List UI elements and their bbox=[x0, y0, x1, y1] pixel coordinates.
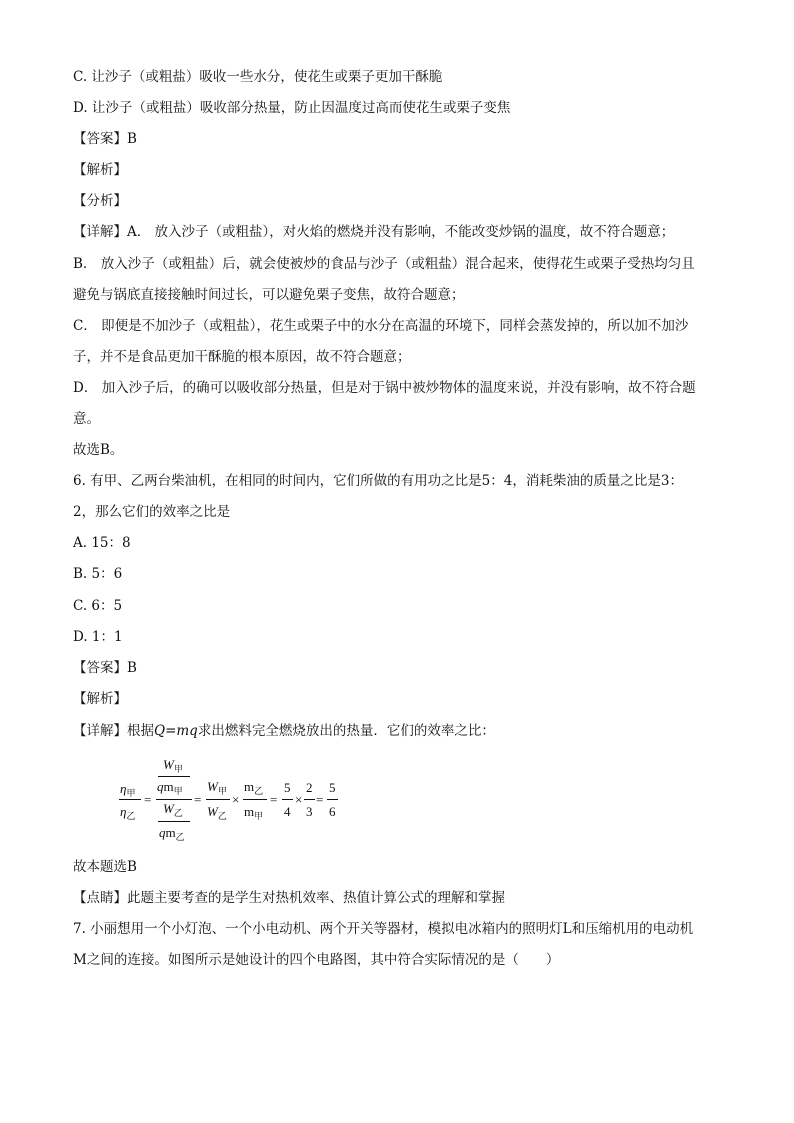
choice-a: A. 15：8 bbox=[73, 535, 131, 551]
comment: 【点睛】此题主要考查的是学生对热机效率、热值计算公式的理解和掌握 bbox=[73, 890, 505, 906]
answer-label: 【答案】B bbox=[73, 131, 137, 147]
detail-b-2: 避免与锅底直接接触时间过长，可以避免栗子变焦，故符合题意； bbox=[73, 287, 465, 303]
detail-a: 【详解】A． 放入沙子（或粗盐），对火焰的燃烧并没有影响，不能改变炒锅的温度，故不符合题意； bbox=[73, 224, 675, 240]
option-c: C. 让沙子（或粗盐）吸收一些水分，使花生或栗子更加干酥脆 bbox=[73, 69, 443, 85]
eta-numerator: $\eta_甲$ bbox=[120, 781, 136, 798]
analysis-sub: 【分析】 bbox=[73, 193, 127, 209]
option-d: D. 让沙子（或粗盐）吸收部分热量，防止因温度过高而使花生或栗子变焦 bbox=[73, 100, 511, 116]
fraction-bar-w bbox=[206, 799, 230, 800]
question-6-line2: 2，那么它们的效率之比是 bbox=[73, 504, 231, 520]
num-4: 4 bbox=[284, 804, 291, 819]
question-7-line2: M之间的连接。如图所示是她设计的四个电路图，其中符合实际情况的是（ ） bbox=[73, 952, 560, 968]
w-jia: $W_甲$ bbox=[207, 779, 227, 796]
choice-d: D. 1：1 bbox=[73, 629, 123, 645]
qm-yi: $qm_乙$ bbox=[159, 825, 185, 842]
choice-b: B. 5：6 bbox=[73, 566, 123, 582]
question-6-line1: 6. 有甲、乙两台柴油机，在相同的时间内，它们所做的有用功之比是5：4，消耗柴油的质量之比是3： bbox=[73, 473, 683, 489]
detail-c-2: 子，并不是食品更加干酥脆的根本原因，故不符合题意； bbox=[73, 349, 411, 365]
equals-2: = bbox=[194, 792, 202, 807]
formula-q-mq: Q=mq bbox=[154, 723, 198, 739]
m-jia: $m_甲$ bbox=[244, 804, 264, 821]
answer-label-6: 【答案】B bbox=[73, 660, 137, 676]
detail-6 bbox=[73, 722, 495, 740]
m-yi: $m_乙$ bbox=[244, 779, 264, 796]
analysis-label: 【解析】 bbox=[73, 162, 127, 178]
fraction-bar-5-6 bbox=[327, 799, 338, 800]
fraction-bar-m bbox=[243, 799, 267, 800]
choice-c: C. 6：5 bbox=[73, 598, 123, 614]
num-3: 3 bbox=[306, 804, 313, 819]
detail-d-2: 意。 bbox=[73, 411, 100, 427]
eta-denominator: $\eta_乙$ bbox=[120, 804, 136, 821]
detail-prefix: 【详解】根据 bbox=[73, 723, 154, 739]
detail-suffix: 求出燃料完全燃烧放出的热量．它们的效率之比： bbox=[197, 723, 495, 739]
equals-3: = bbox=[270, 792, 278, 807]
fraction-bar-bottom bbox=[158, 821, 190, 822]
detail-c-1: C． 即便是不加沙子（或粗盐），花生或栗子中的水分在高温的环境下，同样会蒸发掉的，所以加不加沙 bbox=[73, 318, 689, 334]
equals-1: = bbox=[144, 792, 152, 807]
num-5: 5 bbox=[284, 780, 291, 795]
qm-jia: $qm_甲$ bbox=[157, 779, 183, 796]
conclusion: 故选B。 bbox=[73, 442, 124, 458]
fraction-bar-eta bbox=[119, 799, 141, 800]
result-6: 6 bbox=[329, 804, 336, 819]
fraction-bar-top bbox=[158, 776, 190, 777]
question-7-line1: 7. 小丽想用一个小灯泡、一个小电动机、两个开关等器材，模拟电冰箱内的照明灯L和压缩机用的电动机 bbox=[73, 921, 694, 937]
times-1: × bbox=[232, 792, 240, 807]
num-2: 2 bbox=[306, 780, 313, 795]
result-5: 5 bbox=[329, 780, 336, 795]
w-yi-bottom: $W_乙$ bbox=[163, 801, 183, 818]
times-2: × bbox=[295, 792, 303, 807]
final-answer: 故本题选B bbox=[73, 859, 137, 875]
w-yi: $W_乙$ bbox=[207, 804, 227, 821]
w-jia-top: $W_甲$ bbox=[163, 757, 183, 774]
detail-b-1: B． 放入沙子（或粗盐）后，就会使被炒的食品与沙子（或粗盐）混合起来，使得花生或栗子受热均匀且 bbox=[73, 256, 695, 272]
fraction-bar-main bbox=[156, 799, 192, 800]
fraction-bar-2-3 bbox=[304, 799, 315, 800]
equals-4: = bbox=[316, 792, 324, 807]
detail-d-1: D． 加入沙子后，的确可以吸收部分热量，但是对于锅中被炒物体的温度来说，并没有影响，故不符合题 bbox=[73, 380, 696, 396]
analysis-label-6: 【解析】 bbox=[73, 691, 127, 707]
fraction-bar-5-4 bbox=[282, 799, 293, 800]
